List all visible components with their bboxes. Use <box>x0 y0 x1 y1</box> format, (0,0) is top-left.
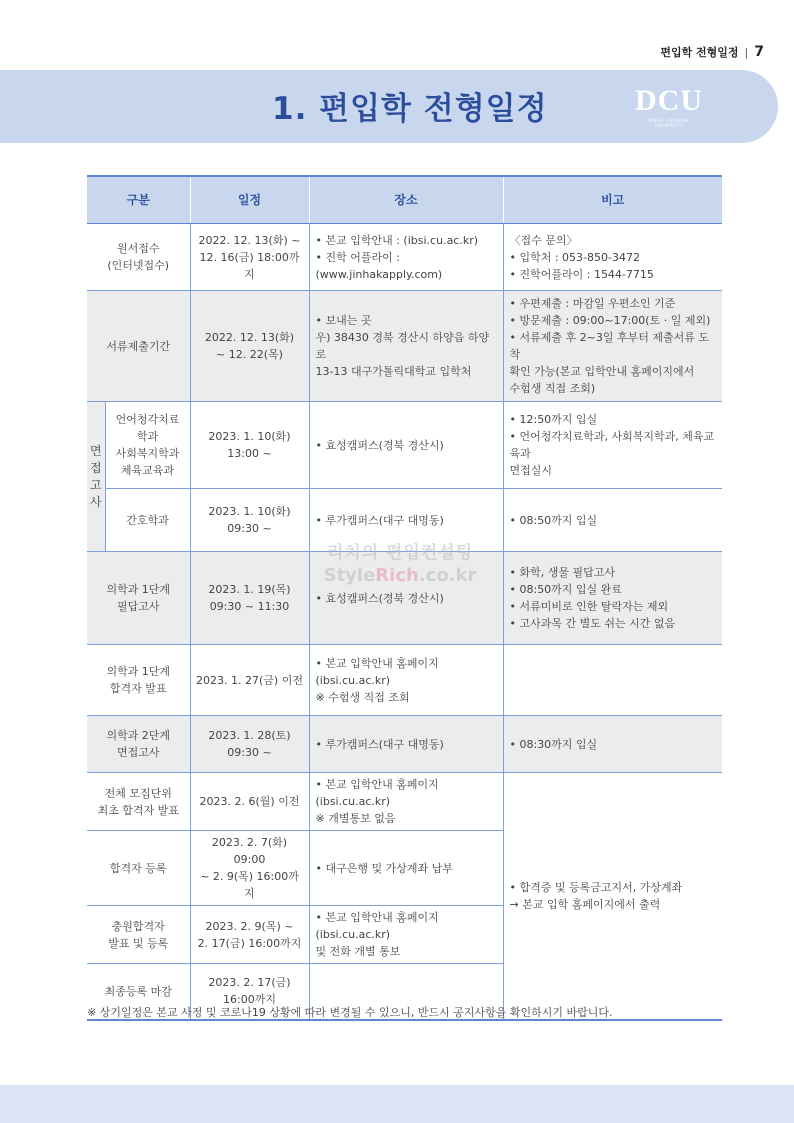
row-schedule: 2023. 2. 6(월) 이전 <box>190 773 309 831</box>
row-place: • 루가캠퍼스(대구 대명동) <box>309 716 503 773</box>
title-banner <box>0 70 778 143</box>
admission-schedule-table <box>87 175 722 1021</box>
row-note: 〈접수 문의〉 • 입학처 : 053-850-3472 • 진학어플라이 : 1544-7715 <box>503 224 722 291</box>
dcu-logo <box>634 86 704 128</box>
table-row <box>87 773 722 831</box>
row-note: • 12:50까지 입실 • 언어청각치료학과, 사회복지학과, 체육교육과 면접실시 <box>503 402 722 489</box>
row-place: • 본교 입학안내 : (ibsi.cu.ac.kr) • 진학 어플라이 : (www.jinhakapply.com) <box>309 224 503 291</box>
table-row <box>87 716 722 773</box>
row-note: • 합격증 및 등록금고지서, 가상계좌 → 본교 입학 홈페이지에서 출력 <box>503 773 722 1020</box>
watermark-rich: Rich <box>375 565 419 586</box>
row-note: • 08:30까지 입실 <box>503 716 722 773</box>
row-schedule: 2022. 12. 13(화) ~ 12. 16(금) 18:00까지 <box>190 224 309 291</box>
watermark-style: Style <box>323 565 376 586</box>
table-row <box>87 402 722 489</box>
row-label: 전체 모집단위 최초 합격자 발표 <box>87 773 190 831</box>
table-row <box>87 224 722 291</box>
row-schedule: 2023. 1. 27(금) 이전 <box>190 645 309 716</box>
header-note: 비고 <box>503 176 722 224</box>
logo-mark: DCU <box>635 84 703 117</box>
row-schedule: 2023. 1. 19(목) 09:30 ~ 11:30 <box>190 552 309 645</box>
row-note: • 08:50까지 입실 <box>503 489 722 552</box>
row-place: • 대구은행 및 가상계좌 납부 <box>309 831 503 906</box>
row-place: • 본교 입학안내 홈페이지(ibsi.cu.ac.kr) 및 전화 개별 통보 <box>309 906 503 964</box>
row-schedule: 2023. 2. 17(금) 16:00까지 <box>190 964 309 1020</box>
row-schedule: 2023. 1. 10(화) 13:00 ~ <box>190 402 309 489</box>
header-category: 구분 <box>87 176 190 224</box>
section-name: 편입학 전형일정 <box>660 46 739 59</box>
page-title: 1. 편입학 전형일정 <box>272 91 548 127</box>
row-label: 의학과 1단계 합격자 발표 <box>87 645 190 716</box>
row-note: • 화학, 생물 필답고사 • 08:50까지 입실 완료 • 서류미비로 인한 탈락자는 제외 • 고사과목 간 별도 쉬는 시간 없음 <box>503 552 722 645</box>
header-divider: | <box>744 46 749 59</box>
row-place: • 효성캠퍼스(경북 경산시) <box>309 552 503 645</box>
row-schedule: 2023. 2. 7(화) 09:00 ~ 2. 9(목) 16:00까지 <box>190 831 309 906</box>
row-schedule: 2023. 1. 28(토) 09:30 ~ <box>190 716 309 773</box>
page-number: 7 <box>754 44 764 60</box>
row-label: 원서접수 (인터넷접수) <box>87 224 190 291</box>
watermark-line1: 리치의 편입컨설팅 <box>326 543 474 563</box>
row-label: 합격자 등록 <box>87 831 190 906</box>
row-label: 서류제출기간 <box>87 291 190 402</box>
row-label: 의학과 2단계 면접고사 <box>87 716 190 773</box>
watermark-domain: .co.kr <box>418 565 477 586</box>
row-place: • 효성캠퍼스(경북 경산시) <box>309 402 503 489</box>
row-label: 최종등록 마감 <box>87 964 190 1020</box>
row-place: • 본교 입학안내 홈페이지(ibsi.cu.ac.kr) ※ 수험생 직접 조회 <box>309 645 503 716</box>
header-schedule: 일정 <box>190 176 309 224</box>
table-row <box>87 489 722 552</box>
row-label: 충원합격자 발표 및 등록 <box>87 906 190 964</box>
running-header <box>660 44 764 60</box>
row-label: 의학과 1단계 필답고사 <box>87 552 190 645</box>
table-row <box>87 552 722 645</box>
row-note: • 우편제출 : 마감일 우편소인 기준 • 방문제출 : 09:00~17:00(토 · 일 제외) • 서류제출 후 2~3일 후부터 제출서류 도착 확인 가능(본교 입학안내 홈페이지에서 수험생 직접 조회) <box>503 291 722 402</box>
row-schedule: 2022. 12. 13(화) ~ 12. 22(목) <box>190 291 309 402</box>
row-place: • 본교 입학안내 홈페이지(ibsi.cu.ac.kr) ※ 개별통보 없음 <box>309 773 503 831</box>
interview-group-label: 면접고사 <box>87 402 105 552</box>
row-place: • 보내는 곳 우) 38430 경북 경산시 하양읍 하양로 13-13 대구가톨릭대학교 입학처 <box>309 291 503 402</box>
logo-subtitle: DAEGU CATHOLIC UNIVERSITY <box>647 118 691 128</box>
row-note <box>503 645 722 716</box>
row-place: • 루가캠퍼스(대구 대명동) <box>309 489 503 552</box>
table-row <box>87 645 722 716</box>
row-label: 언어청각치료학과 사회복지학과 체육교육과 <box>105 402 190 489</box>
bottom-band <box>0 1085 794 1123</box>
row-schedule: 2023. 2. 9(목) ~ 2. 17(금) 16:00까지 <box>190 906 309 964</box>
row-schedule: 2023. 1. 10(화) 09:30 ~ <box>190 489 309 552</box>
header-place: 장소 <box>309 176 503 224</box>
table-header-row <box>87 176 722 224</box>
row-label: 간호학과 <box>105 489 190 552</box>
table-row <box>87 291 722 402</box>
footnote: ※ 상기일정은 본교 사정 및 코로나19 상황에 따라 변경될 수 있으니, 반드시 공지사항을 확인하시기 바랍니다. <box>87 1006 613 1019</box>
